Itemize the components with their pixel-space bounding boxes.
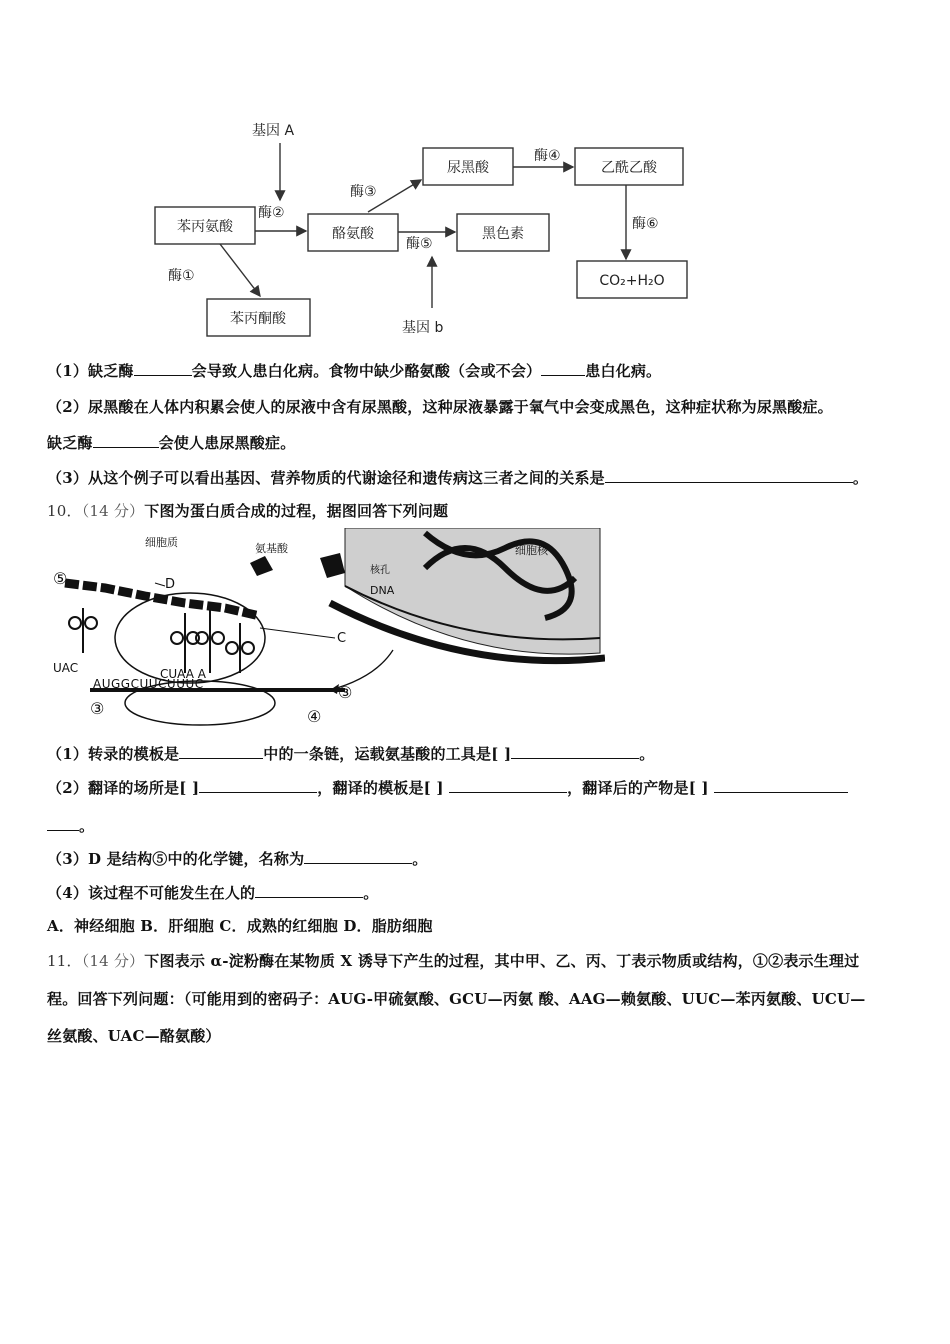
label-codons: CUAA A [160,667,206,681]
q9-part1: （1）缺乏酶 会导致人患白化病。食物中缺少酪氨酸（会或不会） 患白化病。 [47,362,662,380]
q10-part1: （1）转录的模板是 中的一条链，运载氨基酸的工具是[ ] 。 [47,745,655,763]
label-melanin: 黑色素 [482,226,524,242]
label-dna: DNA [370,584,395,597]
q11-line3: 丝氨酸、UAC—酪氨酸） [47,1027,221,1045]
label-mrna-seq: AUGGCUUCUUUC [93,677,204,691]
label-uac: UAC [53,661,79,675]
label-tyrosine: 酪氨酸 [332,226,374,242]
label-circle4: ④ [307,707,322,726]
label-enzyme6: 酶⑥ [632,216,659,232]
label-enzyme3: 酶③ [350,184,377,200]
label-phenylpyruvic: 苯丙酮酸 [230,311,286,327]
label-phenylalanine: 苯丙氨酸 [177,219,233,235]
label-enzyme4: 酶④ [534,148,561,164]
q9-part2-line1: （2）尿黑酸在人体内积累会使人的尿液中含有尿黑酸，这种尿液暴露于氧气中会变成黑色，这种症状称为尿黑酸症。 [47,398,833,416]
q11-header: 11．（14 分）下图表示 α-淀粉酶在某物质 X 诱导下产生的过程，其中甲、乙、丙、丁表示物质或结构，①②表示生理过 [47,952,860,970]
q10-part4: （4）该过程不可能发生在人的 。 [47,884,379,902]
label-gene-a: 基因 A [252,123,295,139]
label-c: C [337,631,347,646]
q9-part2-line2: 缺乏酶 会使人患尿黑酸症。 [47,434,296,452]
label-circle3-right: ③ [338,683,353,702]
label-amino-acid: 氨基酸 [255,542,288,555]
label-co2: CO₂+H₂O [599,273,665,289]
label-d: D [165,577,176,592]
q10-options: A．神经细胞 B．肝细胞 C．成熟的红细胞 D．脂肪细胞 [47,917,433,935]
q10-part2-cont: 。 [47,815,94,836]
label-homogentisic: 尿黑酸 [447,160,489,176]
q11-line2: 程。回答下列问题：（可能用到的密码子：AUG-甲硫氨酸、GCU—丙氨 酸、AAG—赖氨酸、UUC—苯丙氨酸、UCU— [47,990,866,1008]
label-nucleus: 细胞核 [515,544,548,557]
q10-part3: （3）D 是结构⑤中的化学键，名称为 。 [47,850,428,868]
arrow-enzyme1 [220,244,260,296]
label-enzyme1: 酶① [168,268,195,284]
label-circle3-left: ③ [90,699,105,718]
label-enzyme2: 酶② [258,205,285,221]
label-circle5: ⑤ [53,569,68,588]
protein-synthesis-diagram [45,528,605,728]
label-gene-b: 基因 b [402,320,444,336]
label-nuclear-pore: 核孔 [370,565,390,576]
q10-part2: （2）翻译的场所是[ ] ，翻译的模板是[ ] ，翻译后的产物是[ ] [47,777,848,798]
q10-header: 10．（14 分）下图为蛋白质合成的过程，据图回答下列问题 [47,502,449,520]
q9-part3: （3）从这个例子可以看出基因、营养物质的代谢途径和遗传病这三者之间的关系是 。 [47,469,869,487]
label-enzyme5: 酶⑤ [406,236,433,252]
metabolic-pathway-diagram [150,110,710,345]
label-cytoplasm: 细胞质 [145,536,178,549]
label-acetoacetic: 乙酰乙酸 [601,160,657,176]
